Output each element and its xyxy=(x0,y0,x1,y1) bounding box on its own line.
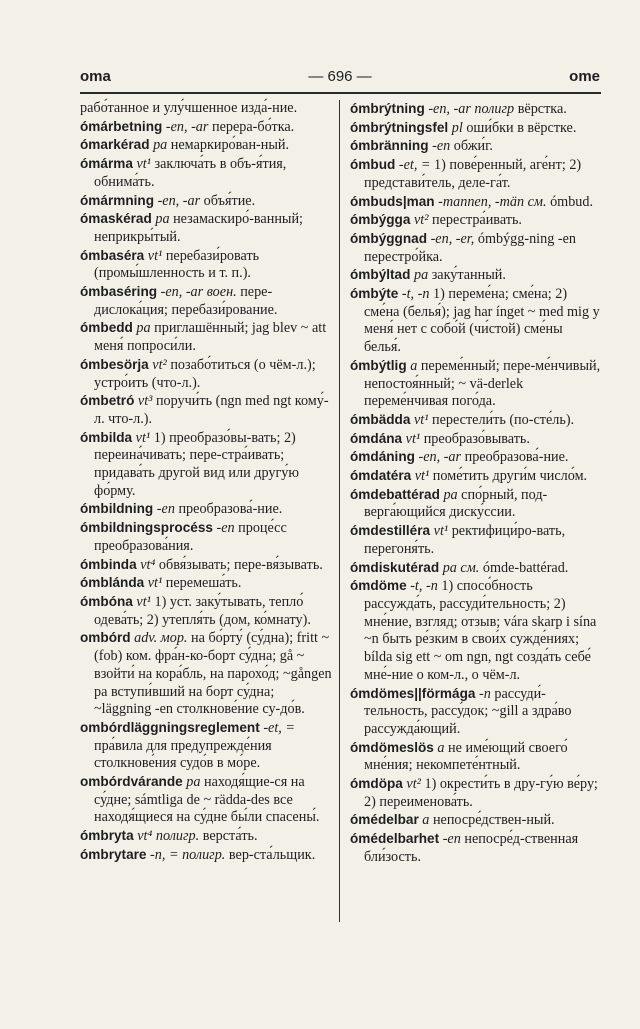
entry-grammar: -en xyxy=(428,138,451,155)
entry-headword: ómédelbar xyxy=(350,812,419,828)
entry-grammar: -et, = xyxy=(395,157,431,174)
dictionary-entry xyxy=(80,629,332,719)
entry-headword: ómdána xyxy=(350,430,403,446)
entry-translation: на бо́рту́ (су́дна); fritt ~ (fob) ком. фра́н-ко-борт су́дна; gå ~ взойти́ на кора́бль, на парохо́д; ~gången pa вступи́вший на борт су́дна; ~läggning -en столкнове́ние су-до́в. xyxy=(94,630,332,718)
entry-grammar: vt¹ xyxy=(411,468,430,485)
page-number: — 696 — xyxy=(308,68,372,85)
dictionary-entry xyxy=(350,230,602,266)
entry-translation: ómbud. xyxy=(546,193,594,210)
entry-grammar: pa см. xyxy=(439,559,480,576)
entry-headword: ómbränning xyxy=(350,138,429,154)
entry-headword: ómdöpa xyxy=(350,776,403,792)
entry-translation: вер-ста́льщик. xyxy=(225,846,316,863)
entry-translation: перебази́ровать (промы́шленность и т. п.). xyxy=(94,247,260,282)
entry-headword: ómbýte xyxy=(350,286,399,302)
entry-translation: обжи́г. xyxy=(450,138,493,155)
entry-grammar: vt¹ xyxy=(144,247,163,264)
entry-grammar: vt² xyxy=(410,212,429,229)
entry-translation: заку́танный. xyxy=(428,267,506,284)
dictionary-entry xyxy=(80,719,332,773)
entry-grammar: -en, -ar полигр xyxy=(424,101,515,117)
entry-translation: 1) переме́на; сме́на; 2) сме́на (белья́); jag har ínget ~ med mig у меня́ нет с собо́й (чи́стой) сме́ны белья́. xyxy=(364,286,600,356)
entry-grammar: pa xyxy=(182,774,201,791)
dictionary-entry xyxy=(80,392,332,428)
dictionary-entry xyxy=(80,356,332,392)
entry-grammar: a xyxy=(418,812,430,829)
dictionary-entry xyxy=(350,486,602,522)
dictionary-entry xyxy=(350,357,602,411)
entry-translation: ректифици́ро-вать, перегоня́ть. xyxy=(364,523,566,557)
dictionary-entry xyxy=(350,448,602,467)
entry-translation: ómde-battérad. xyxy=(479,559,569,576)
entry-translation: приглашённый; jag blev ~ att меня́ попроси́ли. xyxy=(94,320,327,355)
dictionary-entry xyxy=(350,811,602,830)
entry-headword: ómbildning xyxy=(80,501,154,517)
entry-headword: ómbinda xyxy=(80,556,137,572)
entry-translation: вёрстка. xyxy=(514,101,567,117)
entry-grammar: -en xyxy=(212,520,235,537)
entry-headword: ómblánda xyxy=(80,575,145,591)
dictionary-entry xyxy=(350,577,602,684)
entry-grammar: vt² xyxy=(402,776,421,793)
entry-translation: заключа́ть в объ-я́тия, обнима́ть. xyxy=(94,156,287,190)
dictionary-entry xyxy=(80,210,332,246)
entry-grammar: a xyxy=(406,357,418,374)
dictionary-entry xyxy=(350,119,602,138)
header-guide-word-right: ome xyxy=(569,68,600,85)
dictionary-entry xyxy=(350,467,602,486)
header-guide-word-left: oma xyxy=(80,68,111,85)
left-column xyxy=(80,100,332,865)
entry-grammar: vt¹ xyxy=(410,411,429,428)
entry-headword: ombórdläggningsreglement xyxy=(80,719,260,735)
entry-grammar: vt⁴ полигр. xyxy=(133,828,200,845)
entry-headword: ómármning xyxy=(80,192,155,208)
entry-headword: ómbrýtning xyxy=(350,101,425,116)
entry-grammar: pa xyxy=(132,320,151,337)
dictionary-entry xyxy=(80,574,332,593)
entry-headword: ómbýtlig xyxy=(350,357,407,373)
entry-translation: 1) уст. заку́тывать, тепло́ одева́ть; 2) утепля́ть (дом, ко́мнату). xyxy=(94,593,311,628)
entry-headword: ómaskérad xyxy=(80,211,152,227)
entry-grammar: vt¹ xyxy=(144,575,163,592)
entry-translation: перестели́ть (по-сте́ль). xyxy=(428,411,575,428)
entry-grammar: -mannen, -män см. xyxy=(434,193,547,210)
entry-headword: ómdatéra xyxy=(350,468,412,484)
entry-headword: ómbryta xyxy=(80,828,134,844)
entry-headword: ómbýgga xyxy=(350,212,411,228)
dictionary-entry xyxy=(80,846,332,865)
entry-grammar: -n xyxy=(475,685,491,702)
entry-translation: оши́бки в вёрстке. xyxy=(462,119,577,136)
entry-grammar: vt¹ xyxy=(402,430,421,447)
entry-grammar: -en, -er, xyxy=(427,230,475,247)
entry-headword: ómdömeslös xyxy=(350,739,434,755)
entry-grammar: pa xyxy=(410,267,429,284)
entry-translation: спо́рный, под-верга́ющийся диску́ссии. xyxy=(364,486,548,521)
entry-translation: проце́сс преобразова́ния. xyxy=(94,520,287,554)
entry-grammar: -en, -ar воен. xyxy=(157,284,237,301)
entry-translation: перестра́ивать. xyxy=(428,212,522,229)
entry-headword: ómdáning xyxy=(350,449,415,465)
dictionary-entry xyxy=(80,519,332,555)
entry-headword: ómbaséra xyxy=(80,247,145,263)
dictionary-entry xyxy=(350,285,602,357)
entry-translation: поме́тить други́м число́м. xyxy=(429,468,588,485)
entry-translation: не име́ющий своего́ мне́ния; некомпете́нтный. xyxy=(364,739,568,774)
entry-translation: верста́ть. xyxy=(199,828,258,845)
entry-grammar: adv. мор. xyxy=(130,630,188,647)
entry-translation: преобразова́-ние. xyxy=(174,501,283,518)
column-divider xyxy=(339,100,340,922)
dictionary-entry xyxy=(80,556,332,575)
dictionary-entry xyxy=(350,137,602,156)
entry-headword: ómdiskutérad xyxy=(350,559,440,575)
dictionary-entry xyxy=(80,192,332,211)
dictionary-entry xyxy=(80,319,332,355)
entry-headword: ómbýggnad xyxy=(350,230,428,246)
entry-grammar: pa xyxy=(439,486,458,503)
entry-translation: ómbýgg-ning -en перестро́йка. xyxy=(364,230,576,265)
entry-grammar: vt² xyxy=(148,356,167,373)
entry-headword: ómdestilléra xyxy=(350,523,431,539)
entry-translation: преобразо́вывать. xyxy=(420,430,530,447)
entry-grammar: a xyxy=(433,739,445,756)
entry-translation: немаркиро́ван-ный. xyxy=(167,137,290,154)
entry-translation: переме́нный; пере-ме́нчивый, непостоя́нный; ~ vä-derlek переме́нчивая пого́да. xyxy=(364,357,601,410)
running-header xyxy=(80,66,600,88)
entry-translation: преобразова́-ние. xyxy=(461,449,569,466)
entry-grammar: -en xyxy=(153,501,175,518)
dictionary-entry xyxy=(80,773,332,827)
dictionary-entry xyxy=(80,100,332,118)
entry-translation: непосре́д-ственная бли́зость. xyxy=(364,831,579,865)
entry-translation: 1) спосо́бность рассужда́ть, рассуди́тельность; 2) мне́ние, взгляд; отзыв; vára skarp i sína ~n быть ре́зким в свои́х сужде́ниях; bílda sig ett ~ om ngn, ngt созда́ть себе́ мне́-ние о ком-л., о чём-л. xyxy=(364,578,597,683)
header-rule xyxy=(80,92,601,94)
entry-grammar: -t, -n xyxy=(398,286,430,303)
dictionary-entry xyxy=(350,411,602,430)
dictionary-entry xyxy=(350,430,602,449)
entry-headword: ombórd xyxy=(80,630,131,646)
dictionary-entry xyxy=(80,593,332,629)
entry-grammar: -en xyxy=(439,831,461,848)
entry-translation: рассуди́-тельность, рассу́док; ~gill a здра́во рассужда́ющий. xyxy=(364,685,572,737)
entry-headword: ómárma xyxy=(80,156,133,172)
entry-translation: поручи́ть (ngn med ngt кому́-л. что-л.). xyxy=(94,393,329,427)
entry-headword: ómbilda xyxy=(80,429,133,445)
entry-translation: находя́щие-ся на су́дне; sámtliga de ~ rädda-des все находя́щиеся на су́дне бы́ли спасены́. xyxy=(94,774,320,826)
dictionary-entry xyxy=(350,775,602,811)
entry-grammar: -en, -ar xyxy=(154,192,201,209)
entry-grammar: vt¹ xyxy=(430,523,449,540)
entry-translation: 1) пове́ренный, аге́нт; 2) представи́тель, деле-га́т. xyxy=(364,157,582,191)
entry-headword: ómbóna xyxy=(80,593,133,609)
entry-translation: обвя́зывать; пере-вя́зывать. xyxy=(155,556,323,573)
entry-headword: ómbuds|man xyxy=(350,193,435,209)
entry-headword: ombórdvárande xyxy=(80,774,183,790)
entry-headword: ómbädda xyxy=(350,411,411,427)
entry-grammar: vt¹ xyxy=(132,429,151,446)
entry-translation: перемеша́ть. xyxy=(162,575,242,592)
entry-translation: 1) окрести́ть в дру-гу́ю ве́ру; 2) переименова́ть. xyxy=(364,776,598,810)
entry-headword: ómédelbarhet xyxy=(350,831,440,847)
dictionary-entry xyxy=(350,830,602,866)
dictionary-entry xyxy=(80,155,332,191)
dictionary-entry xyxy=(350,266,602,285)
entry-headword: ómbaséring xyxy=(80,284,158,300)
entry-headword: ómbýltad xyxy=(350,267,411,283)
entry-translation: пра́вила для предупрежде́ния столкнове́ния судо́в в мо́ре. xyxy=(94,737,272,772)
entry-grammar: pl xyxy=(448,119,463,136)
entry-grammar: pa xyxy=(151,211,170,228)
entry-translation: 1) преобразо́вы-вать; 2) переина́чивать; пере-стра́ивать; придава́ть другой вид или другу́ю фо́рму. xyxy=(94,429,299,499)
dictionary-entry xyxy=(350,211,602,230)
dictionary-entry xyxy=(80,283,332,319)
entry-grammar: vt¹ xyxy=(132,156,151,173)
dictionary-entry xyxy=(80,136,332,155)
entry-headword: ómbesörja xyxy=(80,356,149,372)
entry-headword: ómarkérad xyxy=(80,137,150,153)
dictionary-entry xyxy=(80,247,332,283)
entry-grammar: -et, = xyxy=(259,719,295,736)
dictionary-entry xyxy=(350,156,602,192)
entry-grammar: -t, -n xyxy=(406,578,438,595)
dictionary-entry xyxy=(80,429,332,501)
entry-headword: ómárbetning xyxy=(80,118,163,134)
entry-headword: ómbrytare xyxy=(80,846,147,862)
entry-translation: непосре́дствен-ный. xyxy=(429,812,555,829)
entry-headword: ómbildningsprocéss xyxy=(80,520,213,536)
entry-headword: ómdömes||förmága xyxy=(350,685,476,701)
entry-grammar: -n, = полигр. xyxy=(146,846,226,863)
dictionary-entry xyxy=(350,559,602,578)
entry-grammar: -en, -ar xyxy=(414,449,462,466)
entry-headword: ómdebattérad xyxy=(350,486,440,502)
entry-translation: пере-дислока́ция; перебази́рование. xyxy=(94,284,278,318)
dictionary-entry xyxy=(80,827,332,846)
entry-headword: ómbud xyxy=(350,157,396,173)
entry-headword: ómdöme xyxy=(350,578,407,594)
dictionary-entry xyxy=(80,118,332,137)
entry-translation: объя́тие. xyxy=(200,192,256,209)
entry-grammar: pa xyxy=(149,137,168,154)
dictionary-entry xyxy=(350,193,602,212)
entry-grammar: -en, -ar xyxy=(162,118,209,135)
entry-translation: позабо́титься (о чём-л.); устро́ить (что-л.). xyxy=(94,356,316,391)
entry-headword: ómbrýtningsfel xyxy=(350,119,449,135)
dictionary-entry xyxy=(350,685,602,739)
entry-translation: незамаскиро́-ванный; неприкры́тый. xyxy=(94,211,303,245)
entry-grammar: vt⁴ xyxy=(136,556,156,573)
dictionary-entry xyxy=(350,522,602,558)
right-column xyxy=(350,100,602,867)
entry-headword: ómbedd xyxy=(80,320,133,336)
entry-translation: перера-бо́тка. xyxy=(208,118,295,135)
dictionary-entry xyxy=(80,500,332,519)
entry-grammar: vt¹ xyxy=(132,593,151,610)
dictionary-entry xyxy=(350,739,602,775)
dictionary-entry xyxy=(350,100,602,119)
entry-translation: рабо́танное и улу́чшенное изда́-ние. xyxy=(80,100,298,116)
entry-grammar: vt³ xyxy=(134,393,153,410)
entry-headword: ómbetró xyxy=(80,393,135,409)
